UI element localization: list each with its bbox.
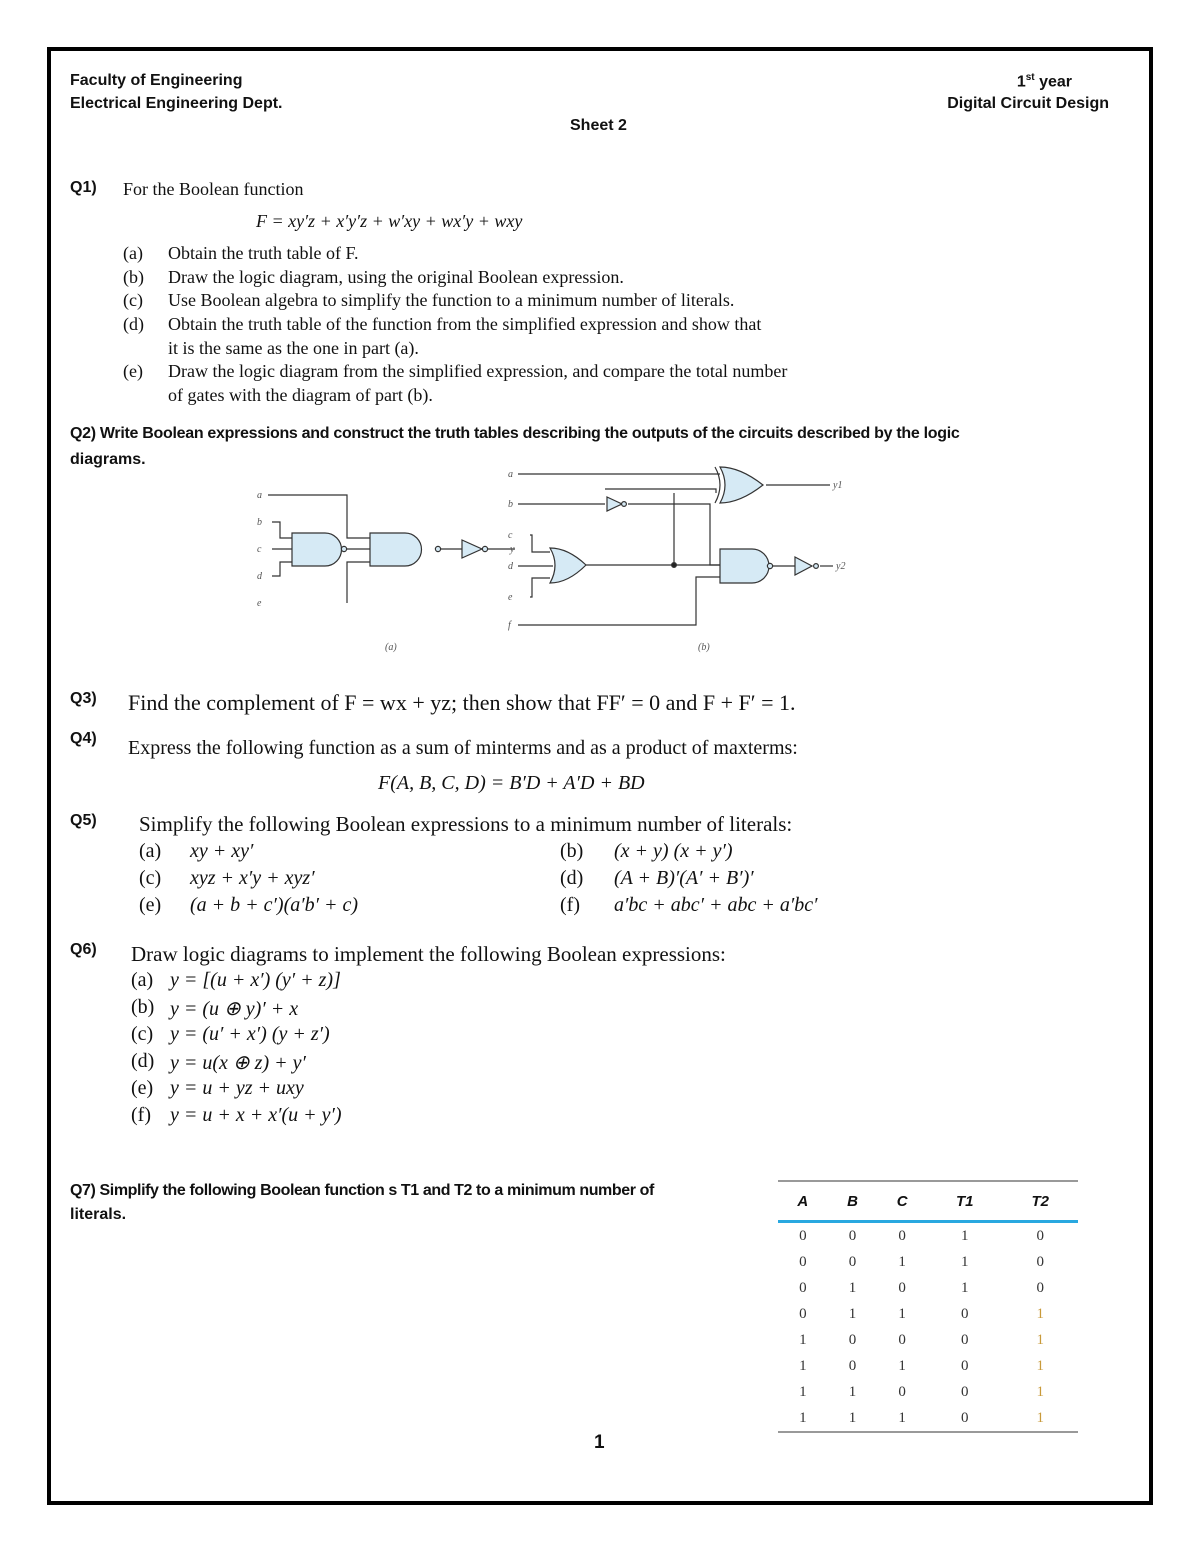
q1-part-c: Use Boolean algebra to simplify the function to a minimum number of literals. bbox=[168, 290, 735, 310]
table-cell: 1 bbox=[877, 1405, 927, 1432]
table-cell: 1 bbox=[898, 1253, 906, 1270]
q6-f-tag: (f) bbox=[131, 1104, 151, 1126]
inverter-a bbox=[462, 540, 482, 558]
table-cell: 0 bbox=[799, 1305, 807, 1322]
q5-e: (a + b + c′)(a′b′ + c) bbox=[190, 894, 359, 916]
faculty-label: Faculty of Engineering bbox=[70, 72, 243, 89]
table-cell: 1 bbox=[1036, 1357, 1044, 1374]
input-b-a: a bbox=[508, 469, 513, 480]
output-y: y bbox=[510, 544, 515, 555]
table-cell: 1 bbox=[828, 1405, 878, 1432]
or-gate-b1 bbox=[720, 467, 763, 503]
q1-part-e: Draw the logic diagram from the simplified expression, and compare the total number bbox=[168, 361, 788, 381]
q6-a: y = [(u + x′) (y′ + z)] bbox=[170, 969, 341, 991]
input-b-c: c bbox=[508, 530, 513, 541]
table-cell: 1 bbox=[1002, 1405, 1078, 1432]
output-y1: y1 bbox=[833, 480, 843, 491]
nand-gate-a2 bbox=[370, 533, 422, 566]
junction-dot bbox=[672, 563, 677, 568]
q5-b: (x + y) (x + y′) bbox=[614, 840, 733, 862]
q6-d: y = u(x ⊕ z) + y′ bbox=[170, 1052, 306, 1074]
input-b-e: e bbox=[508, 592, 513, 603]
q1-part-e-tag: (e) bbox=[123, 361, 143, 381]
q5-d-tag: (d) bbox=[560, 867, 584, 889]
table-row bbox=[778, 1275, 1078, 1301]
q5-f-tag: (f) bbox=[560, 894, 580, 916]
q5-c: xyz + x′y + xyz′ bbox=[190, 867, 315, 889]
table-cell: 0 bbox=[799, 1279, 807, 1296]
table-cell: 1 bbox=[961, 1227, 969, 1244]
input-b-d: d bbox=[508, 561, 513, 572]
table-cell: 1 bbox=[799, 1383, 807, 1400]
q5-d: (A + B)′(A′ + B′)′ bbox=[614, 867, 754, 889]
q1-part-b: Draw the logic diagram, using the original Boolean expression. bbox=[168, 267, 624, 287]
q7-text: Q7) Simplify the following Boolean function s T1 and T2 to a minimum number of bbox=[70, 1182, 654, 1199]
q1-part-d-cont: it is the same as the one in part (a). bbox=[168, 338, 419, 358]
course-label: Digital Circuit Design bbox=[947, 95, 1109, 112]
q1-intro: For the Boolean function bbox=[123, 179, 304, 199]
col-b: B bbox=[828, 1181, 878, 1222]
year-word: year bbox=[1034, 73, 1072, 91]
table-row bbox=[778, 1353, 1078, 1379]
q1-part-d-tag: (d) bbox=[123, 314, 144, 334]
q4-text: Express the following function as a sum of minterms and as a product of maxterms: bbox=[128, 737, 798, 759]
input-b: b bbox=[257, 517, 262, 528]
q4-label: Q4) bbox=[70, 730, 97, 747]
caption-b: (b) bbox=[698, 642, 710, 653]
table-cell: 1 bbox=[961, 1253, 969, 1270]
table-cell: 0 bbox=[1036, 1279, 1044, 1296]
table-cell: 0 bbox=[799, 1227, 807, 1244]
input-b-b: b bbox=[508, 499, 513, 510]
page-number: 1 bbox=[594, 1432, 605, 1453]
input-b-f: f bbox=[508, 620, 511, 631]
table-cell: 0 bbox=[898, 1227, 906, 1244]
q7-text-cont: literals. bbox=[70, 1206, 127, 1223]
q6-b-tag: (b) bbox=[131, 996, 155, 1018]
q6-c-tag: (c) bbox=[131, 1023, 154, 1045]
table-cell: 0 bbox=[961, 1357, 969, 1374]
q6-text: Draw logic diagrams to implement the following Boolean expressions: bbox=[131, 942, 726, 966]
bubble bbox=[341, 546, 346, 551]
table-cell: 1 bbox=[799, 1331, 807, 1348]
table-cell: 0 bbox=[848, 1357, 857, 1374]
table-cell: 0 bbox=[848, 1331, 857, 1348]
q1-part-e-cont: of gates with the diagram of part (b). bbox=[168, 385, 433, 405]
table-row bbox=[778, 1405, 1078, 1432]
q3-label: Q3) bbox=[70, 690, 97, 707]
input-d: d bbox=[257, 571, 262, 582]
q1-part-c-tag: (c) bbox=[123, 290, 143, 310]
q1-part-a-tag: (a) bbox=[123, 243, 143, 263]
q6-label: Q6) bbox=[70, 941, 97, 958]
nand-gate-a1 bbox=[292, 533, 342, 566]
table-cell: 0 bbox=[848, 1253, 857, 1270]
table-cell: 0 bbox=[898, 1279, 906, 1296]
sheet-title: Sheet 2 bbox=[570, 117, 627, 134]
table-cell: 0 bbox=[848, 1227, 857, 1244]
table-header-row bbox=[778, 1181, 1078, 1222]
q6-a-tag: (a) bbox=[131, 969, 154, 991]
q5-a-tag: (a) bbox=[139, 840, 162, 862]
q1-part-a: Obtain the truth table of F. bbox=[168, 243, 359, 263]
q5-text: Simplify the following Boolean expressions to a minimum number of literals: bbox=[139, 812, 793, 836]
table-cell: 1 bbox=[799, 1357, 807, 1374]
table-cell: 0 bbox=[1036, 1227, 1044, 1244]
or-gate-b2 bbox=[550, 548, 586, 583]
q5-f: a′bc + abc′ + abc + a′bc′ bbox=[614, 894, 818, 916]
table-cell: 1 bbox=[1036, 1331, 1044, 1348]
table-row bbox=[778, 1327, 1078, 1353]
table-cell: 1 bbox=[898, 1357, 906, 1374]
col-c: C bbox=[877, 1181, 927, 1222]
year-sup: st bbox=[1025, 72, 1035, 83]
table-cell: 0 bbox=[961, 1305, 969, 1322]
col-t1: T1 bbox=[927, 1181, 1002, 1222]
dept-label: Electrical Engineering Dept. bbox=[70, 95, 283, 112]
col-a: A bbox=[778, 1181, 828, 1222]
table-cell: 0 bbox=[898, 1383, 906, 1400]
table-cell: 0 bbox=[799, 1253, 807, 1270]
input-c: c bbox=[257, 544, 262, 555]
q2-text-cont: diagrams. bbox=[70, 451, 146, 468]
inverter-b bbox=[607, 497, 622, 511]
table-cell: 1 bbox=[848, 1383, 857, 1400]
q2-text: Q2) Write Boolean expressions and construct the truth tables describing the outputs of the circuits described by the logic bbox=[70, 425, 960, 442]
table-cell: 0 bbox=[961, 1331, 969, 1348]
caption-a: (a) bbox=[385, 642, 397, 653]
table-row bbox=[778, 1301, 1078, 1327]
input-a: a bbox=[257, 490, 262, 501]
table-cell: 1 bbox=[1036, 1305, 1044, 1322]
q6-e: y = u + yz + uxy bbox=[170, 1077, 304, 1099]
year-label bbox=[1017, 72, 1072, 91]
table-cell: 1 bbox=[848, 1279, 857, 1296]
q5-b-tag: (b) bbox=[560, 840, 584, 862]
input-e: e bbox=[257, 598, 262, 609]
table-cell: 0 bbox=[898, 1331, 906, 1348]
table-row bbox=[778, 1249, 1078, 1275]
q1-part-d: Obtain the truth table of the function from the simplified expression and show that bbox=[168, 314, 762, 334]
q3-text: Find the complement of F = wx + yz; then show that FF′ = 0 and F + F′ = 1. bbox=[128, 690, 796, 715]
q6-c: y = (u′ + x′) (y + z′) bbox=[170, 1023, 330, 1045]
table-cell: 1 bbox=[961, 1279, 969, 1296]
table-cell: 1 bbox=[778, 1405, 828, 1432]
q5-a: xy + xy′ bbox=[190, 840, 254, 862]
q6-f: y = u + x + x′(u + y′) bbox=[170, 1104, 342, 1126]
table-cell: 0 bbox=[1036, 1253, 1044, 1270]
table-row bbox=[778, 1222, 1078, 1250]
output-y2: y2 bbox=[836, 561, 846, 572]
q1-equation: F = xy′z + x′y′z + w′xy + wx′y + wxy bbox=[256, 211, 523, 231]
logic-diagrams bbox=[250, 460, 870, 660]
table-cell: 0 bbox=[927, 1405, 1002, 1432]
q1-label: Q1) bbox=[70, 179, 97, 196]
truth-table bbox=[778, 1180, 1078, 1433]
q5-c-tag: (c) bbox=[139, 867, 162, 889]
inverter-b2 bbox=[795, 557, 812, 575]
q4-equation: F(A, B, C, D) = B′D + A′D + BD bbox=[378, 772, 645, 794]
q6-d-tag: (d) bbox=[131, 1050, 155, 1072]
q1-part-b-tag: (b) bbox=[123, 267, 144, 287]
q6-b: y = (u ⊕ y)′ + x bbox=[170, 998, 299, 1020]
table-cell: 1 bbox=[1036, 1383, 1044, 1400]
q5-e-tag: (e) bbox=[139, 894, 162, 916]
q6-e-tag: (e) bbox=[131, 1077, 154, 1099]
table-row bbox=[778, 1379, 1078, 1405]
table-cell: 1 bbox=[848, 1305, 857, 1322]
q5-label: Q5) bbox=[70, 812, 97, 829]
table-cell: 1 bbox=[898, 1305, 906, 1322]
nand-gate-b bbox=[720, 549, 769, 583]
col-t2: T2 bbox=[1002, 1181, 1078, 1222]
table-cell: 0 bbox=[961, 1383, 969, 1400]
year-num: 1 bbox=[1016, 73, 1026, 91]
